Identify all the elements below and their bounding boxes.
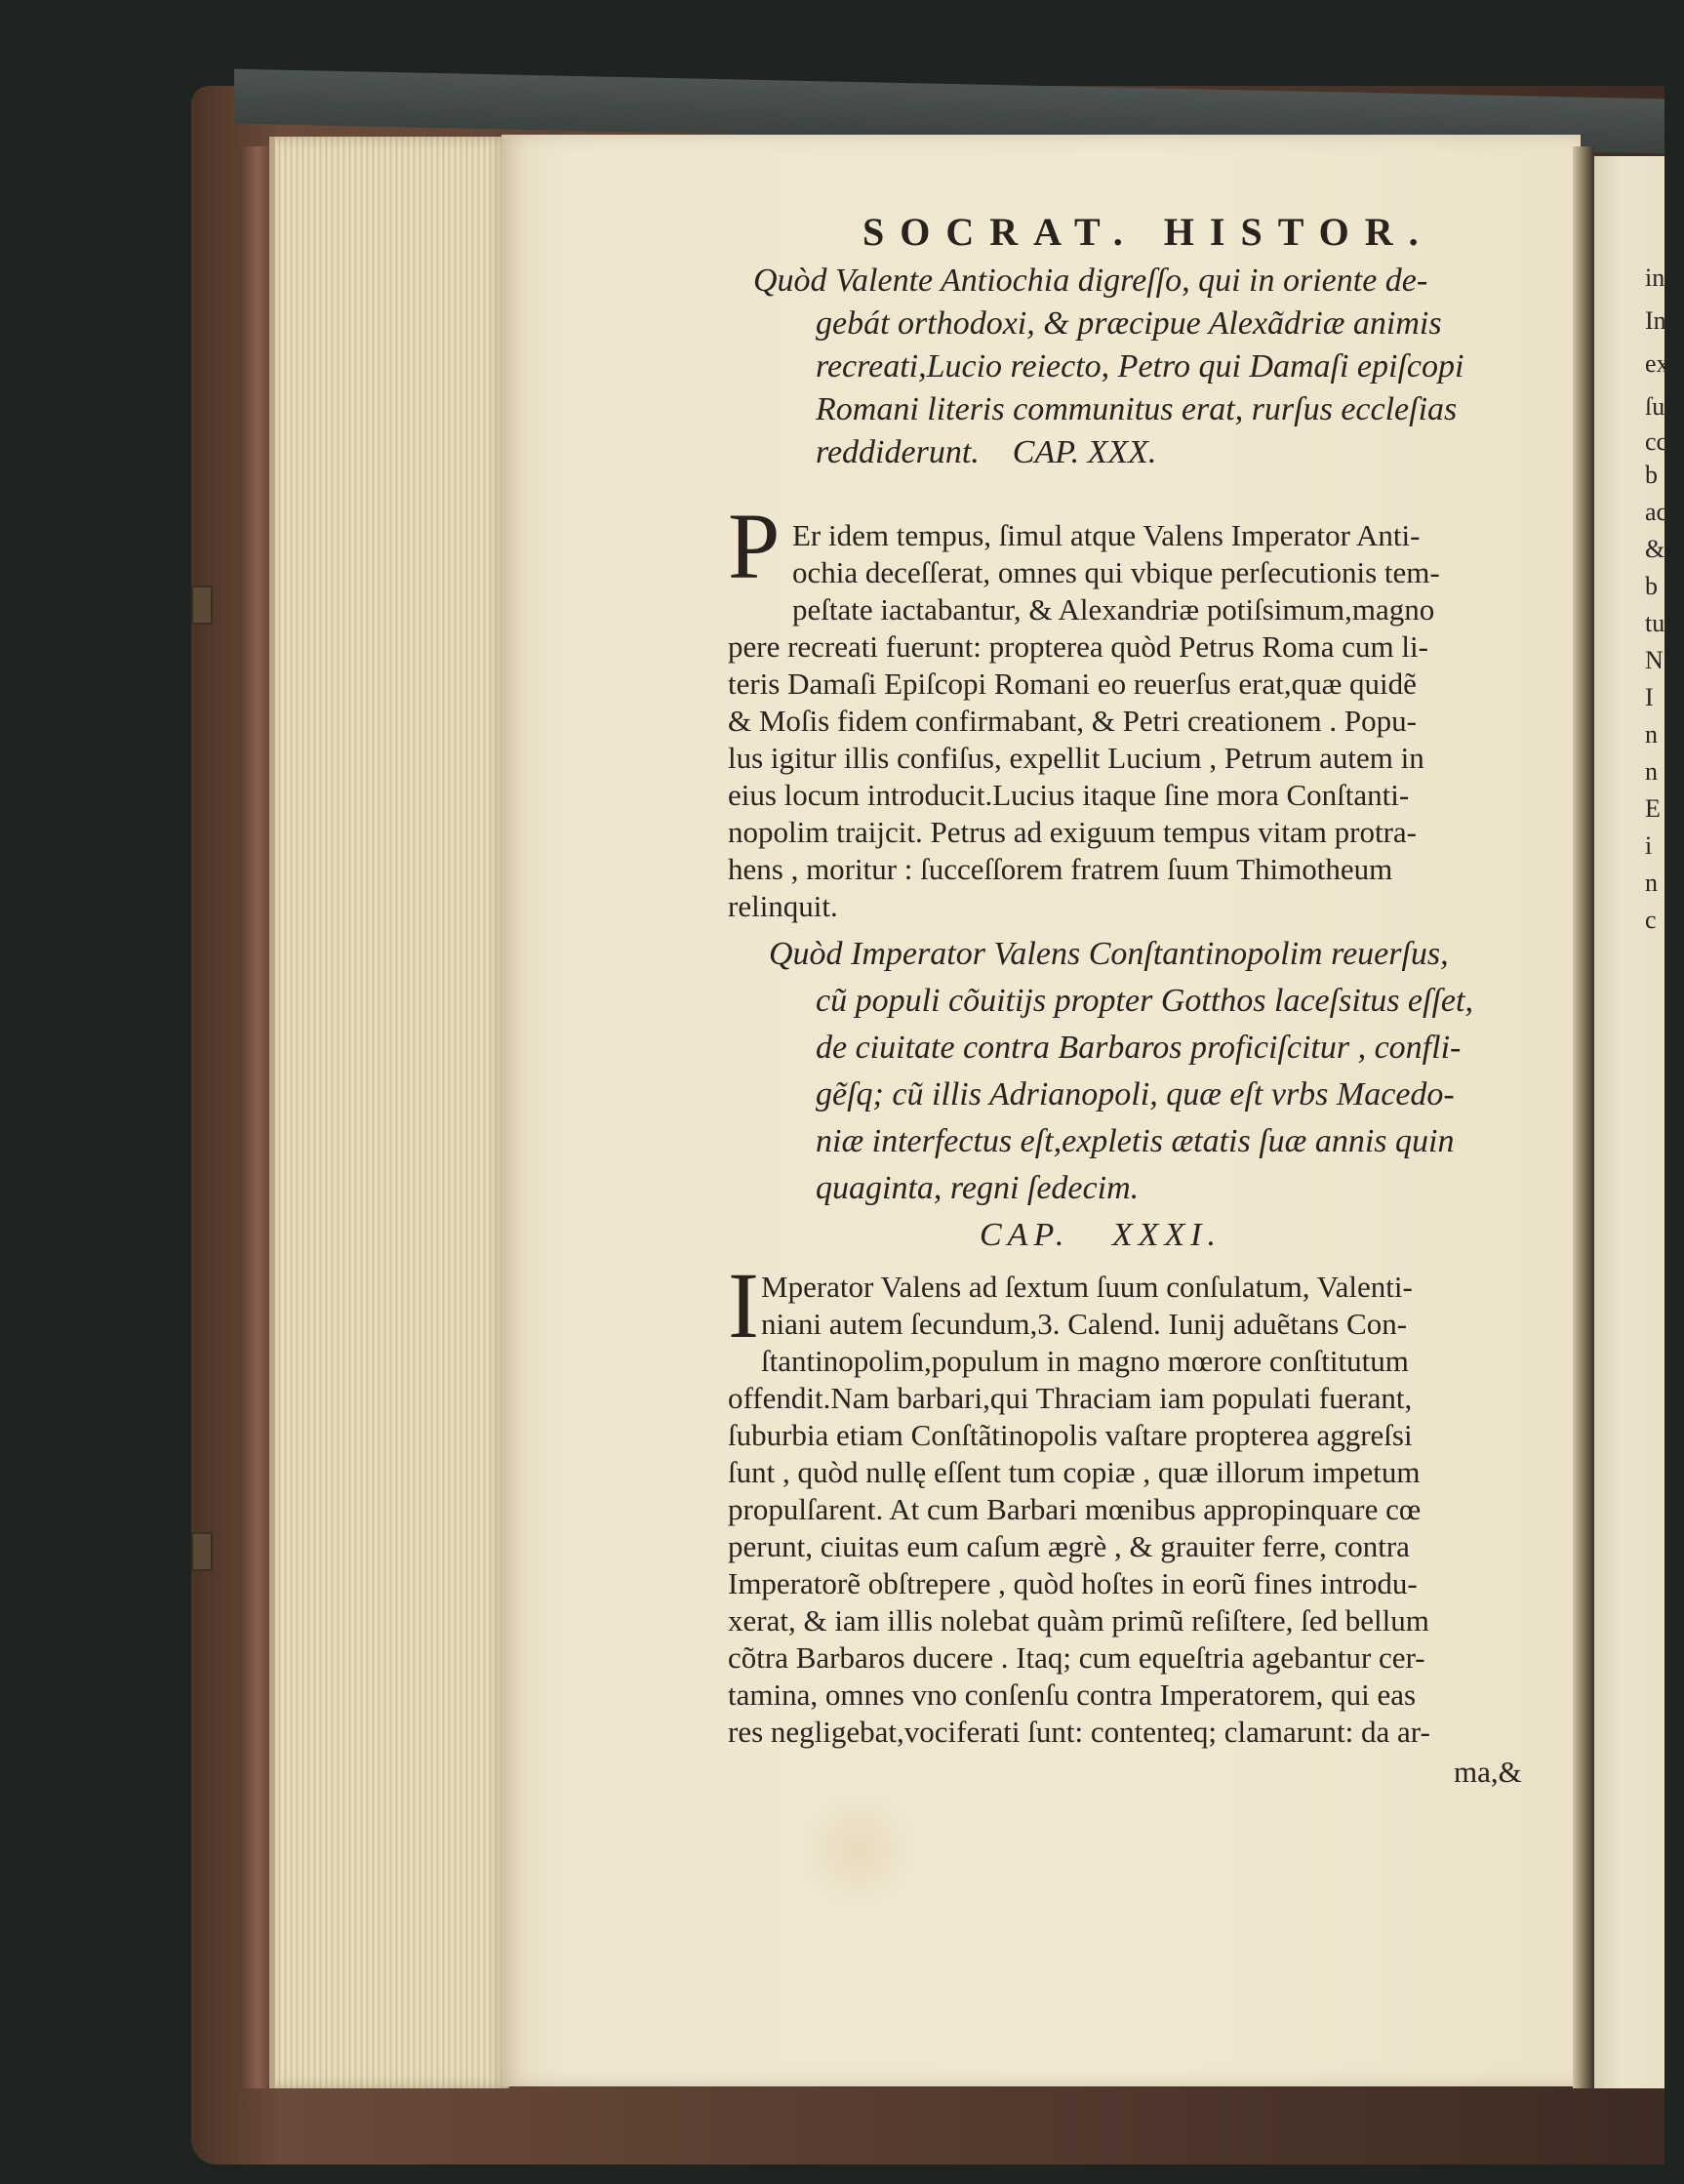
summary-line: cũ populi cõuitijs propter Gotthos laceſsitus eſſet, <box>816 983 1473 1019</box>
body-line: & Moſis fidem confirmabant, & Petri creationem . Popu- <box>728 704 1417 738</box>
summary-line: Quòd Valente Antiochia digreſſo, qui in oriente de- <box>753 263 1428 299</box>
facing-page-fragment: n <box>1645 869 1658 897</box>
facing-page-fragment: E <box>1645 794 1661 823</box>
body-line: eius locum introducit.Lucius itaque ſine mora Conſtanti- <box>728 778 1410 812</box>
body-line: xerat, & iam illis nolebat quàm primũ reſiſtere, ſed bellum <box>728 1603 1429 1638</box>
summary-line: recreati,Lucio reiecto, Petro qui Damaſi epiſcopi <box>816 348 1464 384</box>
summary-line: quaginta, regni ſedecim. <box>816 1170 1140 1206</box>
body-line: cõtra Barbaros ducere . Itaq; cum equeſtria agebantur cer- <box>728 1640 1425 1675</box>
facing-page-fragment: n <box>1645 720 1658 748</box>
summary-line: Quòd Imperator Valens Conſtantinopolim reuerſus, <box>769 936 1449 972</box>
facing-page-fragment: ex <box>1645 349 1669 378</box>
body-line: offendit.Nam barbari,qui Thraciam iam populati fuerant, <box>728 1381 1413 1415</box>
body-line: ſuburbia etiam Conſtãtinopolis vaſtare propterea aggreſsi <box>728 1418 1413 1452</box>
body-line: propulſarent. At cum Barbari mœnibus appropinquare cœ <box>728 1492 1422 1526</box>
body-line: relinquit. <box>728 889 838 923</box>
body-line: tamina, omnes vno conſenſu contra Imperatorem, qui eas <box>728 1678 1417 1712</box>
facing-page-fragment: tu <box>1645 609 1665 637</box>
body-line: peſtate iactabantur, & Alexandriæ potiſsimum,magno <box>792 592 1435 627</box>
facing-page-fragment: n <box>1645 757 1658 786</box>
facing-page-fragment: b <box>1645 461 1658 489</box>
summary-line: niæ interfectus eſt,expletis ætatis ſuæ annis quin <box>816 1123 1455 1159</box>
drop-cap: I <box>728 1253 759 1357</box>
page-edges <box>269 137 509 2088</box>
body-line: nopolim traijcit. Petrus ad exiguum tempus vitam protra- <box>728 815 1417 849</box>
gutter <box>1573 146 1594 2088</box>
drop-cap: P <box>728 494 781 598</box>
facing-page-fragment: i <box>1645 831 1653 860</box>
facing-page-fragment: b <box>1645 572 1658 600</box>
body-line: hens , moritur : ſucceſſorem fratrem ſuum Thimotheum <box>728 852 1393 886</box>
body-line: ſunt , quòd nullę eſſent tum copiæ , quæ illorum impetum <box>728 1455 1421 1489</box>
facing-page-fragment: c <box>1645 906 1657 934</box>
summary-line: gẽſq; cũ illis Adrianopoli, quæ eſt vrbs Macedo- <box>816 1076 1455 1112</box>
facing-page-fragment: ſu <box>1645 392 1665 421</box>
body-line: res negligebat,vociferati ſunt: contenteq; clamarunt: da ar- <box>728 1715 1430 1749</box>
summary-line: gebát orthodoxi, & præcipue Alexãdriæ animis <box>816 305 1442 342</box>
clasp-icon <box>191 586 213 625</box>
catchword: ma,& <box>1454 1755 1522 1789</box>
facing-page-fragment: ac <box>1645 498 1668 526</box>
body-line: Er idem tempus, ſimul atque Valens Imperator Anti- <box>792 518 1421 552</box>
body-line: Mperator Valens ad ſextum ſuum conſulatum, Valenti- <box>761 1270 1413 1304</box>
body-line: Imperatorẽ obſtrepere , quòd hoſtes in eorũ fines introdu- <box>728 1566 1418 1600</box>
body-line: perunt, ciuitas eum caſum ægrè , & grauiter ferre, contra <box>728 1529 1410 1563</box>
running-head: SOCRAT. HISTOR. <box>862 210 1434 254</box>
body-line: niani autem ſecundum,3. Calend. Iunij aduẽtans Con- <box>761 1307 1408 1341</box>
facing-page-fragment: cc <box>1645 427 1668 456</box>
summary-line: Romani literis communitus erat, rurſus eccleſias <box>816 391 1458 427</box>
page-stain <box>800 1796 917 1903</box>
body-line: teris Damaſi Epiſcopi Romani eo reuerſus erat,quæ quidẽ <box>728 667 1417 701</box>
summary-line: de ciuitate contra Barbaros proficiſcitur , confli- <box>816 1030 1462 1066</box>
body-line: ochia deceſſerat, omnes qui vbique perſecutionis tem- <box>792 555 1440 589</box>
chapter-label: CAP. XXXI. <box>980 1217 1222 1253</box>
facing-page-fragment: In <box>1645 306 1666 335</box>
body-line: pere recreati fuerunt: propterea quòd Petrus Roma cum li- <box>728 629 1428 664</box>
body-line: ſtantinopolim,populum in magno mœrore conſtitutum <box>761 1344 1409 1378</box>
facing-page-fragment: N <box>1645 646 1664 674</box>
facing-page-fragment: & <box>1645 535 1665 563</box>
clasp-icon <box>191 1532 213 1571</box>
summary-line: reddiderunt. CAP. XXX. <box>816 434 1157 470</box>
body-line: lus igitur illis confiſus, expellit Lucium , Petrum autem in <box>728 741 1424 775</box>
facing-page-fragment: I <box>1645 683 1654 711</box>
facing-page-fragment: in <box>1645 263 1665 292</box>
